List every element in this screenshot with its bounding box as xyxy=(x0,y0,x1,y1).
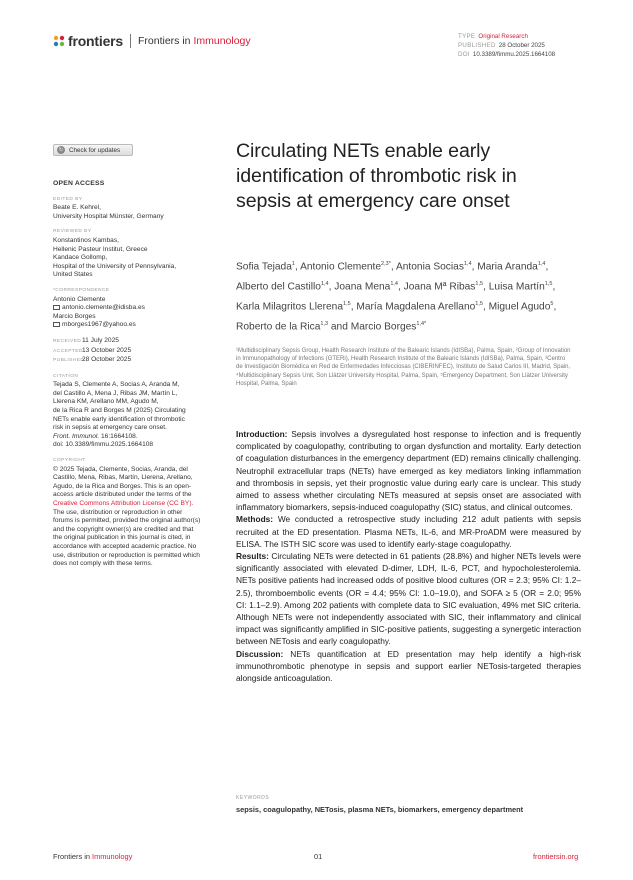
results-text: Circulating NETs were detected in 61 patients (28.8%) and higher NETs levels were significantly associated with elevated D-dimer, LDH, IL-6, PCT, and hypocholesterolemia. NETs positive patients had increased odds of positive blood cultures (OR = 2.3; 95% CI: 1.2–2.5), thromboembolic events (OR = 4.4; 95% CI: 1.0–19.0), and SOFA ≥ 5 (OR = 2.0; 95% CI: 1.1–2.9). Among 202 patients with complete data to SIC evaluation, 49% met SIC criteria. Although NETs were not independently associated with SIC, their inflammatory and clinical impact was significantly amplified in SIC-positive patients, suggesting a synergetic interaction between NETosis and early coagulopathy. xyxy=(236,551,581,647)
author-separator: , xyxy=(328,281,335,293)
citation-line: Llerena KM, Arellano MM, Agudo M, xyxy=(53,398,159,406)
keywords: sepsis, coagulopathy, NETosis, plasma NETs, biomarkers, emergency department xyxy=(236,805,524,814)
logo-divider xyxy=(130,34,131,48)
author-separator: and xyxy=(328,321,351,333)
author-name[interactable]: Roberto de la Rica xyxy=(236,321,321,333)
type-label: TYPE xyxy=(458,33,476,40)
author-separator: , xyxy=(482,301,489,313)
received-date: 11 July 2025 xyxy=(82,336,119,344)
footer-journal[interactable] xyxy=(53,852,132,861)
dates-section xyxy=(53,337,203,366)
edited-label: EDITED BY xyxy=(53,196,83,202)
correspondence-label: *CORRESPONDENCE xyxy=(53,287,110,293)
citation-section xyxy=(53,373,203,450)
author-name[interactable]: Antonio Clemente xyxy=(300,261,382,273)
journal-name xyxy=(138,35,251,47)
footer-journal-prefix: Frontiers in xyxy=(53,852,93,861)
author-separator: , xyxy=(483,281,489,293)
copyright-section xyxy=(53,457,203,569)
reviewed-section xyxy=(53,228,203,280)
article-type: Original Research xyxy=(478,33,528,40)
check-updates-label: Check for updates xyxy=(69,146,121,154)
author-name[interactable]: Joana Mena xyxy=(334,281,391,293)
published-label: PUBLISHED xyxy=(53,358,85,364)
doi-label: DOI xyxy=(458,51,470,59)
abstract-results xyxy=(236,550,581,648)
citation-label: CITATION xyxy=(53,373,79,379)
abstract-methods xyxy=(236,513,581,550)
doi-link[interactable]: 10.3389/fimmu.2025.1664108 xyxy=(472,51,556,59)
citation-journal: Front. Immunol. xyxy=(53,432,100,440)
frontiers-logo-icon xyxy=(53,35,65,47)
copyright-text xyxy=(53,466,203,569)
reviewer-line: United States xyxy=(53,271,93,279)
reviewer-line: Hellenic Pasteur Institut, Greece xyxy=(53,245,148,253)
footer-site-link[interactable]: frontiersin.org xyxy=(533,852,579,861)
received-label: RECEIVED xyxy=(53,338,82,344)
author-affiliation-marker: 1,5 xyxy=(544,280,553,287)
reviewed-label: REVIEWED BY xyxy=(53,229,92,235)
citation-volume: 16:1664108. xyxy=(99,432,138,440)
author-affiliation-marker: 1,4 xyxy=(463,261,472,267)
correspondent-email[interactable]: mborges1967@yahoo.es xyxy=(62,321,136,329)
author-affiliation-marker: 1,5 xyxy=(475,280,484,287)
accepted-label: ACCEPTED xyxy=(53,348,83,354)
discussion-heading: Discussion: xyxy=(236,648,284,659)
author-name[interactable]: Karla Milagritos Llerena xyxy=(236,301,344,313)
brand-name: frontiers xyxy=(68,33,123,49)
author-separator: , xyxy=(294,261,301,273)
citation-line: del Castillo A, Mena J, Ribas JM, Martín L, xyxy=(53,389,178,397)
published-label: PUBLISHED xyxy=(458,42,496,50)
check-updates-button[interactable] xyxy=(53,144,133,156)
methods-heading: Methods: xyxy=(236,514,274,525)
author-affiliation-marker: 1,5 xyxy=(343,300,351,307)
affiliations: ¹Multidisciplinary Sepsis Group, Health Research Institute of the Balearic Islands (IdISBa), Palma, Spain, ²Group of Innovation in Immunopathology of Infections (GTERi), Health Research Institute of the Balearic Islands (IdISBa), Palma, Spain, ³Centro de Investigación Biomédica en Red de Enfermedades Infecciosas (CIBERINFEC), Instituto de Salud Carlos III, Madrid, Spain, ⁴Multidisciplinary Sepsis Unit, Son Llàtzer University Hospital, Palma, Spain, ⁵Emergency Department, Son Llàtzer University Hospital, Palma, Spain xyxy=(236,348,571,387)
open-access-label: OPEN ACCESS xyxy=(53,180,105,187)
author-name[interactable]: Antonia Socias xyxy=(395,261,464,273)
correspondent-name: Antonio Clemente xyxy=(53,295,106,303)
citation-line: de la Rica R and Borges M (2025) Circulating xyxy=(53,407,186,415)
abstract xyxy=(236,428,581,684)
author-affiliation-marker: 1,5 xyxy=(475,300,483,307)
edited-section xyxy=(53,196,203,222)
author-list xyxy=(236,256,576,336)
results-heading: Results: xyxy=(236,551,269,562)
author-affiliation-marker: 5 xyxy=(550,300,554,307)
author-name[interactable]: Maria Aranda xyxy=(477,261,538,273)
author-affiliation-marker: 1 xyxy=(291,261,295,267)
author-separator: , xyxy=(553,301,557,313)
reviewer-line: Konstantinos Kambas, xyxy=(53,236,119,244)
mail-icon xyxy=(53,322,60,327)
author-separator: , xyxy=(545,261,549,273)
published-date: 28 October 2025 xyxy=(498,42,545,50)
author-name[interactable]: Marcio Borges xyxy=(350,321,417,333)
author-separator: , xyxy=(350,301,357,313)
author-separator: , xyxy=(390,261,396,273)
frontiers-logo[interactable] xyxy=(53,33,251,49)
reviewer-line: Kandace Gollomp, xyxy=(53,254,108,262)
author-affiliation-marker: 1,4 xyxy=(320,280,329,287)
keywords-label: KEYWORDS xyxy=(236,795,270,801)
editor-name: Beate E. Kehrel, xyxy=(53,204,102,212)
published-date: 28 October 2025 xyxy=(82,356,132,364)
author-separator: , xyxy=(471,261,478,273)
author-name[interactable]: María Magdalena Arellano xyxy=(356,301,476,313)
article-meta xyxy=(458,32,555,60)
footer-journal-name: Immunology xyxy=(92,852,133,861)
editor-affiliation: University Hospital Münster, Germany xyxy=(53,212,164,220)
author-name[interactable]: Luisa Martín xyxy=(488,281,545,293)
author-name[interactable]: Joana Mª Ribas xyxy=(403,281,476,293)
left-sidebar xyxy=(53,180,203,576)
discussion-text: NETs quantification at ED presentation may help identify a high-risk immunothrombotic phenotype in sepsis and support earlier NETosis-targeted therapies alongside anticoagulation. xyxy=(236,648,581,684)
author-affiliation-marker: 2,3* xyxy=(381,261,391,267)
correspondence-section xyxy=(53,287,203,330)
citation-line: NETs enable early identification of thrombotic xyxy=(53,415,185,423)
abstract-introduction xyxy=(236,428,581,513)
license-link[interactable]: Creative Commons Attribution License (CC BY). xyxy=(53,500,194,507)
update-icon: ↻ xyxy=(58,147,64,153)
citation-doi[interactable]: doi: 10.3389/fimmu.2025.1664108 xyxy=(53,441,154,449)
copyright-text-a: © 2025 Tejada, Clemente, Socias, Aranda, del Castillo, Mena, Ribas, Martín, Llerena, Arellano, Agudo, de la Rica and Borges. This is an open-access article distributed under the terms of the xyxy=(53,465,193,499)
citation-line: risk in sepsis at emergency care onset. xyxy=(53,424,167,432)
citation-line: Tejada S, Clemente A, Socias A, Aranda M, xyxy=(53,381,180,389)
author-affiliation-marker: 1,4* xyxy=(416,320,427,327)
accepted-date: 13 October 2025 xyxy=(82,346,132,354)
author-affiliation-marker: 1,4 xyxy=(537,261,546,267)
journal-prefix: Frontiers in xyxy=(138,35,194,47)
mail-icon xyxy=(53,305,60,310)
journal-highlight: Immunology xyxy=(193,35,251,47)
page-number: 01 xyxy=(314,852,323,861)
correspondent-email-row[interactable] xyxy=(53,321,203,330)
intro-text: Sepsis involves a dysregulated host response to infection and is frequently complicated by coagulopathy, contributing to organ dysfunction and mortality. Early detection of coagulation disturbances in the emergency department (ED) remains clinically challenging. Neutrophil extracellular traps (NETs) have emerged as key mediators linking inflammation and thrombosis in sepsis, yet their prognostic value during early care is unclear. This study aimed to assess whether circulating NETs measured at sepsis onset are associated with inflammatory biomarkers, sepsis-induced coagulopathy (SIC) status, and clinical outcomes. xyxy=(236,429,581,513)
author-separator: , xyxy=(398,281,404,293)
author-name[interactable]: Alberto del Castillo xyxy=(236,281,321,293)
reviewer-line: Hospital of the University of Pennsylvania, xyxy=(53,262,177,270)
author-name[interactable]: Sofia Tejada xyxy=(236,261,292,273)
author-separator: , xyxy=(552,281,556,293)
correspondent-email[interactable]: antonio.clemente@idisba.es xyxy=(62,304,145,312)
intro-heading: Introduction: xyxy=(236,429,288,439)
author-affiliation-marker: 1,3 xyxy=(320,320,329,327)
article-title: Circulating NETs enable early identification of thrombotic risk in sepsis at emergency care onset xyxy=(236,140,517,212)
abstract-discussion xyxy=(236,648,581,685)
copyright-label: COPYRIGHT xyxy=(53,458,86,464)
methods-text: We conducted a retrospective study including 212 adult patients with sepsis recruited at the ED presentation. Plasma NETs, IL-6, and MR-ProADM were measured by ELISA. The ISTH SIC score was used to identify early-stage coagulopathy. xyxy=(236,514,581,549)
correspondent-email-row[interactable] xyxy=(53,304,203,313)
correspondent-name: Marcio Borges xyxy=(53,312,96,320)
copyright-text-b: The use, distribution or reproduction in other forums is permitted, provided the original author(s) and the copyright owner(s) are credited and that the original publication in this journal is cited, in accordance with accepted academic practice. No use, distribution or reproduction is permitted which does not comply with these terms. xyxy=(53,508,201,568)
author-name[interactable]: Miguel Agudo xyxy=(488,301,551,313)
author-affiliation-marker: 1,4 xyxy=(390,280,398,287)
